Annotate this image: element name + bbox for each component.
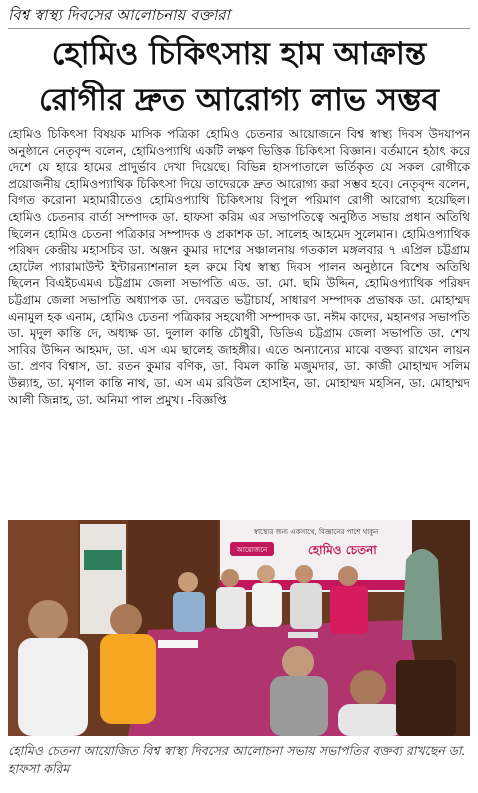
headline-line-1: হোমিও চিকিৎসায় হাম আক্রান্ত	[51, 36, 427, 72]
headline-line-2: রোগীর দ্রুত আরোগ্য লাভ সম্ভব	[39, 82, 439, 118]
article-body: হোমিও চিকিৎসা বিষয়ক মাসিক পত্রিকা হোমিও চেতনার আয়োজনে বিশ্ব স্বাস্থ্য দিবস উদযাপন অনুষ্ঠানে নেতৃবৃন্দ বলেন, হোমিওপ্যাথি একটি লক্ষণ ভিত্তিক চিকিৎসা বিজ্ঞান। বর্তমানে হঠাৎ করে দেশে যে হারে হামের প্রাদুর্ভাব দেখা দিয়েছে। বিভিন্ন হাসপাতালে ভর্তিকৃত যে সকল রোগীকে প্রয়োজনীয় হোমিওপ্যাথিক চিকিৎসা দিয়ে তাদেরকে দ্রুত আরোগ্য করা সম্ভব হবে। নেতৃবৃন্দ বলেন, বিগত করোনা মহামারীতেও হোমিওপ্যাথি চিকিৎসায় বিপুল পরিমাণ রোগী আরোগ্য হয়েছিল। হোমিও চেতনার বার্তা সম্পাদক ডা. হাফসা করিম এর সভাপতিত্বে অনুষ্ঠিত সভায় প্রধান অতিথি ছিলেন হোমিও চেতনা পত্রিকার সম্পাদক ও প্রকাশক ডা. সালেহ আহমেদ সুলেমান। হোমিওপ্যাথিক পরিষদ কেন্দ্রীয় মহাসচিব ডা. অঞ্জন কুমার দাশের সঞ্চালনায় গতকাল মঙ্গলবার ৭ এপ্রিল চট্টগ্রাম হোটেল প্যারামাউন্ট ইন্টারন্যাশনাল হল রুমে বিশ্ব স্বাস্থ্য দিবস পালন অনুষ্ঠানে বিশেষ অতিথি ছিলেন বিএইচএমএ চট্টগ্রাম জেলা সভাপতি এড. ডা. মো. ছমি উদ্দিন, হোমিওপ্যাথিক পরিষদ চট্টগ্রাম জেলা সভাপতি অধ্যাপক ডা. দেবব্রত ভট্টাচার্য, সাধারণ সম্পাদক প্রভাষক ডা. মোহাম্মদ এনামুল হক এনাম, হোমিও চেতনা পত্রিকার সহযোগী সম্পাদক ডা. নঈম কাদের, মহানগর সভাপতি ডা. মৃদুল কান্তি দে, অধ্যক্ষ ডা. দুলাল কান্তি চৌধুরী, ডিডিএ চট্টগ্রাম জেলা সভাপতি ডা. শেখ সাবির উদ্দিন আহমদ, ডা. এস এম ছালেহ জাহঙ্গীর। এতে অন্যান্যের মাঝে বক্তব্য রাখেন লায়ন ডা. প্রণব বিশ্বাস, ডা. রতন কুমার বণিক, ডা. বিমল কান্তি মজুমদার, ডা. কাজী মোহাম্মদ সলিম উল্ল্যাহ, ডা. মৃণাল কান্তি নাথ, ডা. এস এম রবিউল হোসাইন, ডা. মোহাম্মদ মহসিন, ডা. মোহাম্মদ আলী জিন্নাহ, ডা. অনিমা পাল প্রমুখ। -বিজ্ঞপ্তি	[8, 127, 470, 407]
banner-title: হোমিও চেতনা	[308, 543, 377, 557]
banner-label: আয়োজনে	[236, 546, 268, 554]
kicker: বিশ্ব স্বাস্থ্য দিবসের আলোচনায় বক্তারা	[8, 4, 470, 29]
event-banner	[220, 520, 412, 592]
banner-small-text: স্বাস্থ্যের জন্য একসাথে, বিজ্ঞানের পাশে থাকুন	[253, 528, 379, 536]
photo-caption: হোমিও চেতনা আয়োজিত বিশ্ব স্বাস্থ্য দিবসের আলোচনা সভায় সভাপতির বক্তব্য রাখছেন ডা. হাফসা করিম	[8, 743, 466, 776]
event-photo	[8, 520, 470, 736]
